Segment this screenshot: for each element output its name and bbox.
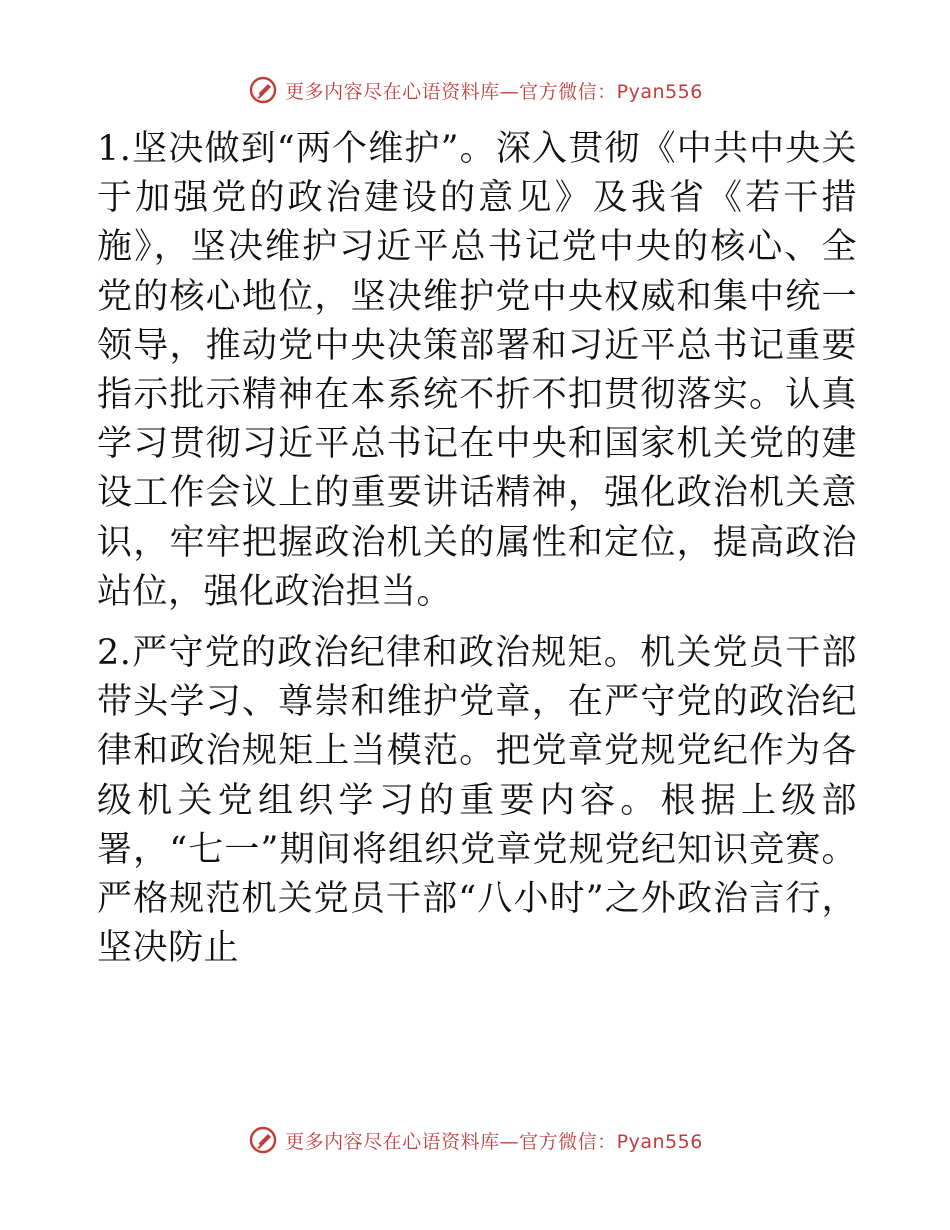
footer-watermark-banner: [0, 1120, 950, 1160]
pen-nib-logo-icon: [247, 1124, 279, 1156]
document-body: [97, 125, 857, 973]
header-watermark-banner: [0, 70, 950, 110]
watermark-text: 更多内容尽在心语资料库—官方微信：Pyan556: [285, 1130, 703, 1153]
watermark-text: 更多内容尽在心语资料库—官方微信：Pyan556: [285, 80, 703, 103]
pen-nib-logo-icon: [247, 74, 279, 106]
paragraph-1: 1.坚决做到“两个维护”。深入贯彻《中共中央关于加强党的政治建设的意见》及我省《若干措施》，坚决维护习近平总书记党中央的核心、全党的核心地位，坚决维护党中央权威和集中统一领导，推动党中央决策部署和习近平总书记重要指示批示精神在本系统不折不扣贯彻落实。认真学习贯彻习近平总书记在中央和国家机关党的建设工作会议上的重要讲话精神，强化政治机关意识，牢牢把握政治机关的属性和定位，提高政治站位，强化政治担当。: [97, 129, 857, 612]
paragraph-2: 2.严守党的政治纪律和政治规矩。机关党员干部带头学习、尊崇和维护党章，在严守党的政治纪律和政治规矩上当模范。把党章党规党纪作为各级机关党组织学习的重要内容。根据上级部署，“七一”期间将组织党章党规党纪知识竞赛。严格规范机关党员干部“八小时”之外政治言行，坚决防止: [97, 633, 857, 969]
